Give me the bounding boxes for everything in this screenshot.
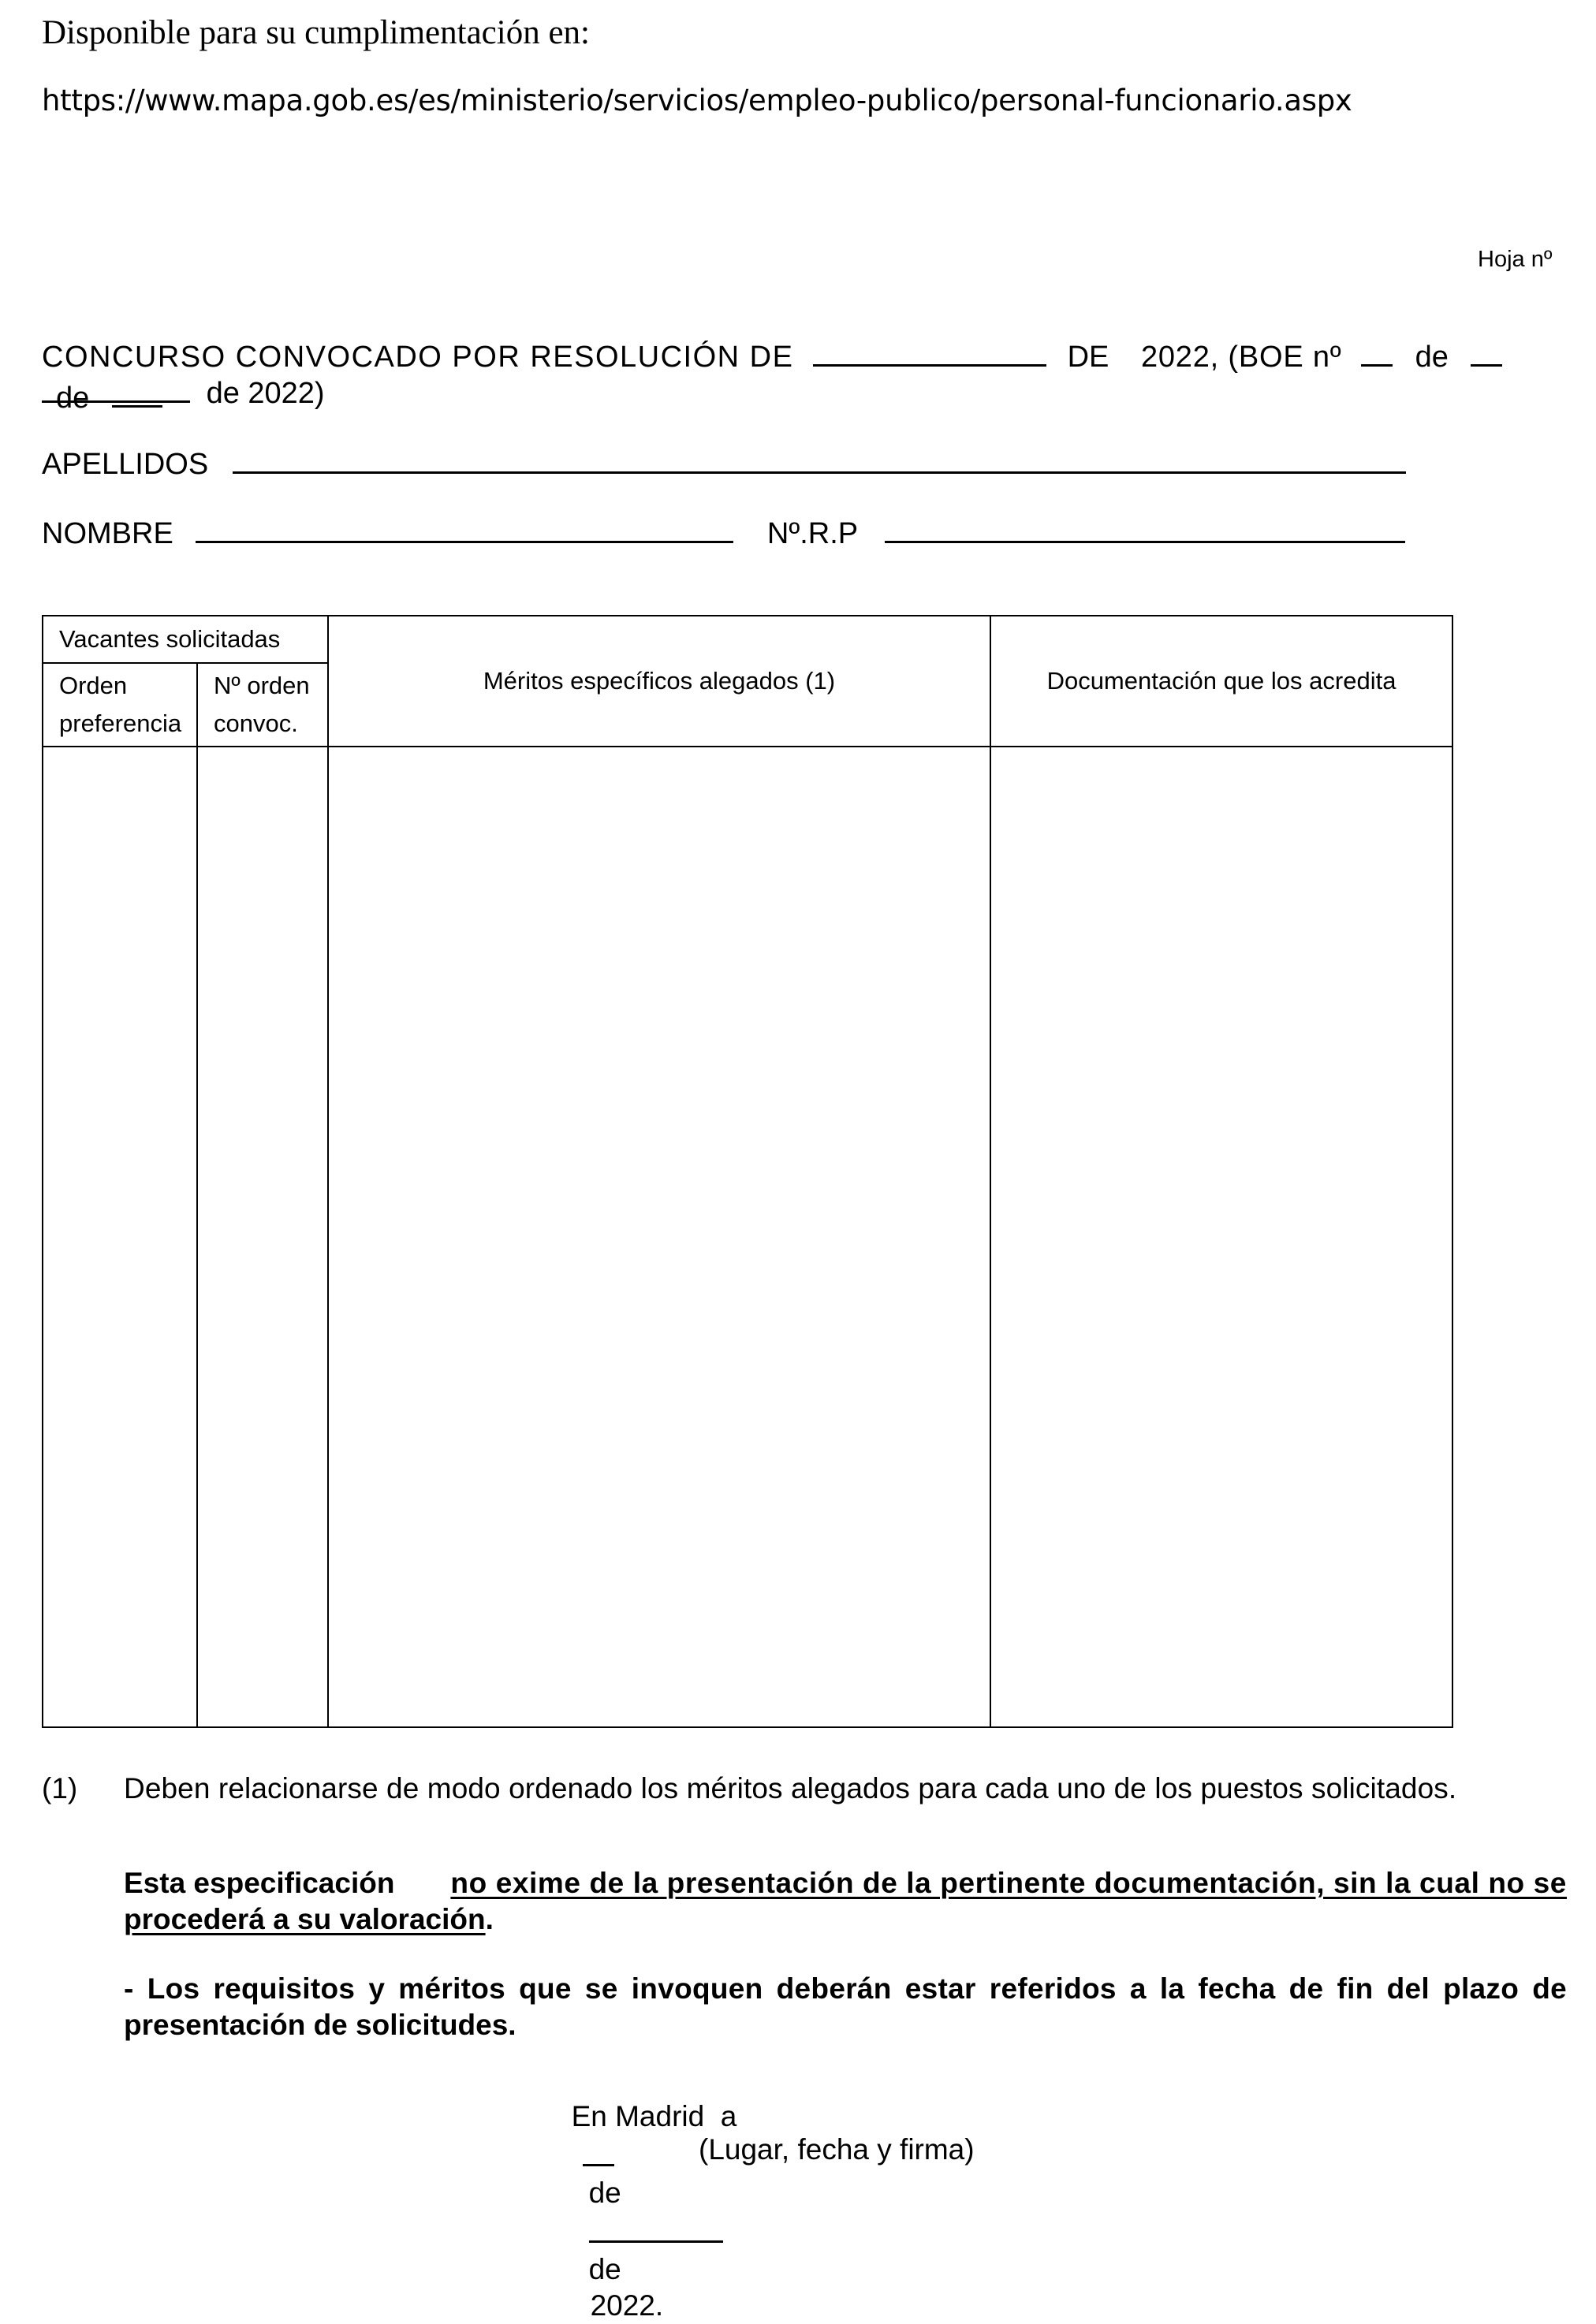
de-label-2: de	[56, 382, 90, 415]
nrp-field[interactable]	[885, 511, 1405, 543]
especificacion-note	[124, 1865, 1567, 1938]
requisitos-note	[124, 1971, 1567, 2043]
documentacion-header: Documentación que los acredita	[990, 616, 1452, 747]
orden-line2: preferencia	[59, 709, 182, 737]
num-orden-line2: convoc.	[214, 709, 298, 737]
signature-year: 2022.	[590, 2289, 664, 2322]
especificacion-period: .	[485, 1903, 494, 1935]
especificacion-underlined-2: procederá a su valoración	[124, 1903, 486, 1935]
year-boe-label: 2022, (BOE nº	[1140, 341, 1342, 374]
nombre-label: NOMBRE	[42, 517, 173, 550]
nombre-row	[42, 511, 1405, 552]
signature-month-field[interactable]	[589, 2211, 723, 2243]
nrp-label: Nº.R.P	[766, 517, 858, 550]
resolution-date-field[interactable]	[813, 334, 1046, 367]
signature-de-2: de	[588, 2253, 621, 2285]
orden-preferencia-header	[43, 663, 197, 747]
vacantes-header: Vacantes solicitadas	[43, 616, 328, 663]
especificacion-lead: Esta especificación	[124, 1867, 395, 1899]
sheet-number-label: Hoja nº	[1478, 247, 1553, 272]
requisitos-line1: - Los requisitos y méritos que se invoquen deberán estar referidos a la fecha de fin del plazo de	[124, 1972, 1567, 2005]
en-madrid-label: En Madrid a	[571, 2100, 737, 2132]
boe-month-field-end[interactable]	[42, 371, 190, 403]
meritos-header: Méritos específicos alegados (1)	[328, 616, 990, 747]
signature-line	[555, 2062, 736, 2324]
orden-line1: Orden	[59, 672, 128, 699]
orden-preferencia-cell[interactable]	[43, 747, 197, 1727]
available-text: Disponible para su cumplimentación en:	[42, 14, 590, 51]
boe-number-field[interactable]	[1361, 334, 1393, 367]
num-orden-header	[197, 663, 328, 747]
signature-day-field[interactable]	[583, 2135, 614, 2166]
signature-caption: (Lugar, fecha y firma)	[699, 2133, 975, 2166]
concurso-prefix: CONCURSO CONVOCADO POR RESOLUCIÓN DE	[42, 341, 794, 374]
form-url[interactable]: https://www.mapa.gob.es/es/ministerio/servicios/empleo-publico/personal-funcionario.aspx	[42, 84, 1352, 117]
apellidos-label: APELLIDOS	[42, 448, 209, 481]
num-orden-line1: Nº orden	[214, 672, 310, 699]
documentacion-cell[interactable]	[990, 747, 1452, 1727]
concurso-line-2	[42, 371, 325, 412]
nombre-field[interactable]	[196, 511, 733, 543]
boe-day-field[interactable]	[1471, 334, 1502, 367]
requisitos-line2: presentación de solicitudes.	[124, 2009, 516, 2041]
meritos-table	[42, 615, 1453, 1728]
apellidos-field[interactable]	[233, 441, 1406, 474]
de-2022-close: de 2022)	[206, 377, 325, 410]
footnote-marker: (1)	[42, 1772, 78, 1804]
footnote-text: Deben relacionarse de modo ordenado los méritos alegados para cada uno de los puestos solicitados.	[124, 1772, 1457, 1804]
de-label-1: de	[1415, 341, 1449, 374]
apellidos-row	[42, 441, 1406, 482]
signature-de-1: de	[588, 2177, 621, 2209]
meritos-cell[interactable]	[328, 747, 990, 1727]
de-label: DE	[1067, 341, 1109, 374]
num-orden-cell[interactable]	[197, 747, 328, 1727]
especificacion-underlined-1: no exime de la presentación de la pertinente documentación, sin la cual no se	[450, 1867, 1567, 1899]
